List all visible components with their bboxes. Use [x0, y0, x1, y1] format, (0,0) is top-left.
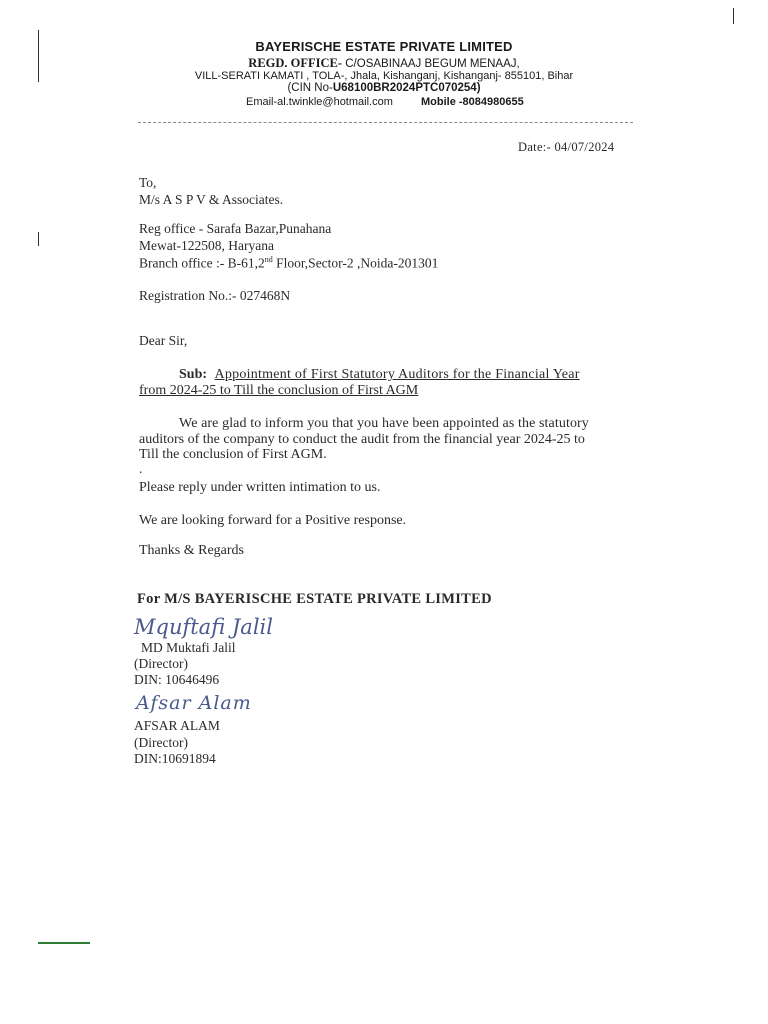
subject-label: Sub: [179, 367, 208, 382]
to-label: To, [139, 175, 157, 190]
email-text: Email-al.twinkle@hotmail.com [246, 96, 393, 108]
branch-prefix: Branch office :- B-61,2 [139, 255, 265, 271]
signature-1: Mquftafi Jalil [134, 615, 273, 639]
for-company-line: For M/S BAYERISCHE ESTATE PRIVATE LIMITED [137, 591, 492, 607]
signer1-din: DIN: 10646496 [134, 672, 220, 687]
header-divider [138, 122, 633, 123]
contact-line [246, 96, 524, 108]
subject-text-1: Appointment of First Statutory Auditors for the Financial Year [214, 367, 580, 382]
subject-line-1 [179, 367, 580, 383]
body-para2: Please reply under written intimation to us. [139, 480, 381, 495]
subject-text-2: from 2024-25 to Till the conclusion of First AGM [139, 383, 419, 398]
salutation: Dear Sir, [139, 333, 188, 348]
signer2-role: (Director) [134, 735, 188, 750]
mobile-text: Mobile -8084980655 [421, 96, 524, 108]
scan-margin-tick [38, 232, 39, 246]
body-para3: We are looking forward for a Positive response. [139, 513, 407, 528]
registration-number: Registration No.:- 027468N [139, 288, 291, 303]
cin-line [0, 82, 768, 94]
scan-corner-tick [733, 8, 734, 24]
registered-office-line [0, 56, 768, 71]
regd-office-value: C/OSABINAAJ BEGUM MENAAJ, [345, 58, 520, 70]
cin-value: U68100BR2024PTC070254) [332, 82, 481, 94]
regd-office-label: REGD. OFFICE- [248, 56, 343, 70]
body-para1-line3: Till the conclusion of First AGM. [139, 447, 327, 462]
cin-prefix: (CIN No- [287, 82, 333, 94]
recipient-branch-office [139, 255, 438, 272]
body-dot: . [139, 461, 143, 476]
signer1-name: MD Muktafi Jalil [141, 640, 236, 655]
signer2-name: AFSAR ALAM [134, 718, 220, 733]
body-para1-line2: auditors of the company to conduct the audit from the financial year 2024-25 to [139, 432, 585, 447]
recipient-reg-office: Reg office - Sarafa Bazar,Punahana [139, 221, 332, 236]
signature-2: Afsar Alam [136, 692, 252, 714]
body-para1-line1: We are glad to inform you that you have been appointed as the statutory [179, 416, 589, 431]
margin-green-mark [38, 942, 90, 944]
recipient-name: M/s A S P V & Associates. [139, 192, 284, 207]
branch-suffix: Floor,Sector-2 ,Noida-201301 [272, 255, 439, 271]
signer2-din: DIN:10691894 [134, 751, 216, 766]
company-address: VILL-SERATI KAMATI , TOLA-, Jhala, Kishanganj, Kishanganj- 855101, Bihar [194, 70, 574, 82]
signer1-role: (Director) [134, 656, 188, 671]
letter-date: Date:- 04/07/2024 [518, 140, 615, 154]
branch-superscript: nd [264, 255, 273, 264]
closing-text: Thanks & Regards [139, 543, 244, 558]
company-name: BAYERISCHE ESTATE PRIVATE LIMITED [255, 39, 513, 54]
recipient-city: Mewat-122508, Haryana [139, 238, 274, 253]
